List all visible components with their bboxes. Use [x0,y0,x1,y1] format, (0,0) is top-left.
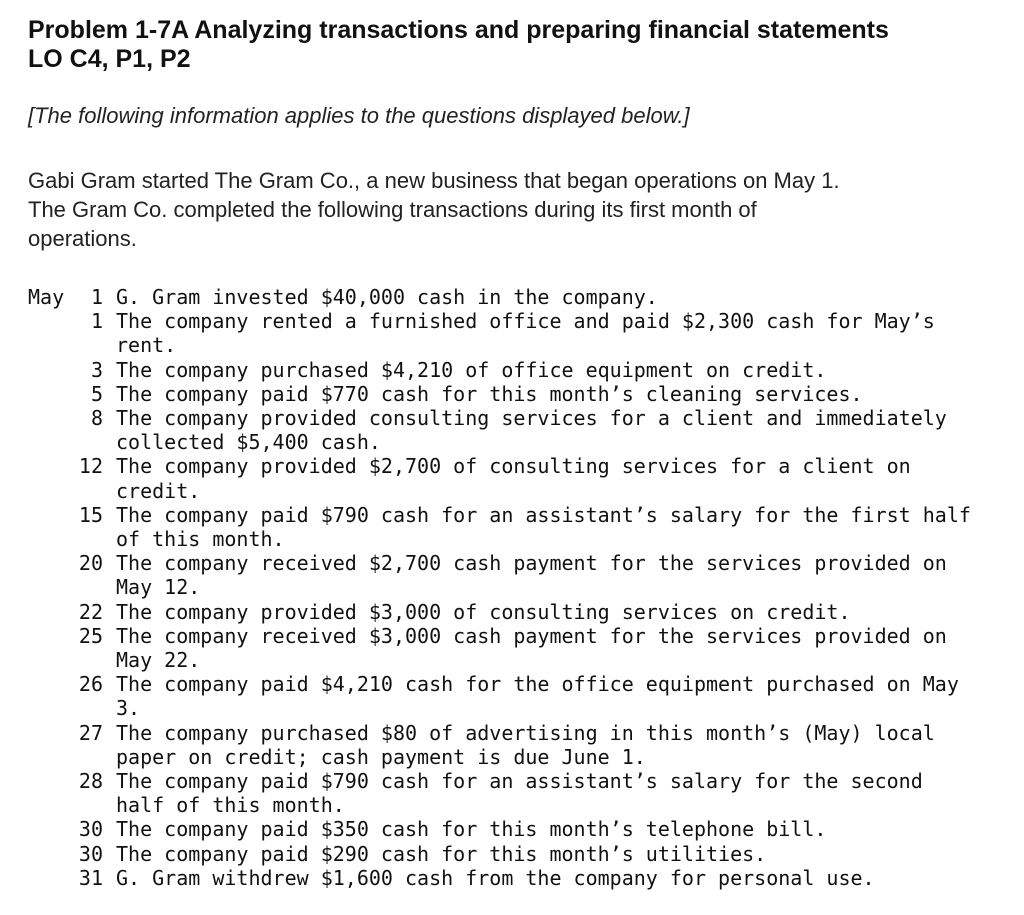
transaction-row [28,769,1008,817]
transaction-row [28,817,1008,841]
transaction-description: The company paid $4,210 cash for the office equipment purchased on May 3. [116,672,959,721]
problem-title-line1: Problem 1-7A Analyzing transactions and preparing financial statements [28,16,889,44]
instruction-note: [The following information applies to the questions displayed below.] [28,103,690,128]
transaction-row [28,454,1008,502]
transaction-description: The company paid $790 cash for an assistant’s salary for the second half of this month. [116,769,923,818]
transaction-day: 28 [78,769,103,794]
transaction-row [28,285,1008,309]
transaction-description: The company paid $790 cash for an assistant’s salary for the first half of this month. [116,502,971,552]
intro-line-3: operations. [28,226,137,251]
transaction-description: The company paid $770 cash for this month’s cleaning services. [116,381,863,406]
transaction-description: The company provided consulting services for a client and immediately collected $5,400 cash. [116,406,947,455]
transaction-description: The company paid $350 cash for this month’s telephone bill. [116,817,827,842]
transaction-row [28,503,1008,551]
transaction-description: G. Gram invested $40,000 cash in the company. [116,285,658,309]
transaction-day: 12 [78,454,103,479]
transaction-month: May [28,285,65,309]
transaction-description: The company provided $3,000 of consulting services on credit. [116,599,851,624]
transaction-row [28,672,1008,720]
transaction-day: 3 [90,357,103,382]
transaction-row [28,624,1008,672]
transaction-day: 8 [90,406,103,431]
transaction-list [28,285,1008,890]
transaction-description: G. Gram withdrew $1,600 cash from the company for personal use. [116,865,875,890]
transaction-row [28,358,1008,382]
transaction-day: 1 [90,309,103,334]
transaction-row [28,842,1008,866]
transaction-day: 26 [78,672,103,697]
transaction-description: The company paid $290 cash for this month’s utilities. [116,841,767,866]
transaction-day: 30 [78,817,103,842]
problem-intro [28,166,988,253]
transaction-row [28,406,1008,454]
transaction-row [28,382,1008,406]
transaction-day: 1 [90,285,103,309]
transaction-row [28,721,1008,769]
transaction-day: 20 [78,551,103,576]
transaction-day: 25 [78,623,103,648]
transaction-day: 30 [78,841,103,866]
transaction-description: The company purchased $80 of advertising in this month’s (May) local paper on credit; cash payment is due June 1. [116,720,935,769]
transaction-description: The company rented a furnished office and paid $2,300 cash for May’s rent. [116,309,935,358]
transaction-day: 15 [78,502,103,527]
problem-title [28,16,1008,74]
transaction-day: 31 [78,865,103,890]
transaction-description: The company received $2,700 cash payment for the services provided on May 12. [116,551,947,600]
intro-line-2: The Gram Co. completed the following transactions during its first month of [28,197,757,222]
transaction-row [28,866,1008,890]
problem-page [28,16,1008,890]
transaction-day: 5 [90,381,103,406]
transaction-day: 27 [78,720,103,745]
transaction-description: The company received $3,000 cash payment for the services provided on May 22. [116,623,947,673]
transaction-row [28,309,1008,357]
transaction-row [28,600,1008,624]
intro-line-1: Gabi Gram started The Gram Co., a new business that began operations on May 1. [28,168,840,193]
problem-title-line2: LO C4, P1, P2 [28,45,191,73]
transaction-day: 22 [78,599,103,624]
transaction-description: The company provided $2,700 of consulting services for a client on credit. [116,454,911,503]
transaction-description: The company purchased $4,210 of office equipment on credit. [116,357,827,382]
transaction-row [28,551,1008,599]
